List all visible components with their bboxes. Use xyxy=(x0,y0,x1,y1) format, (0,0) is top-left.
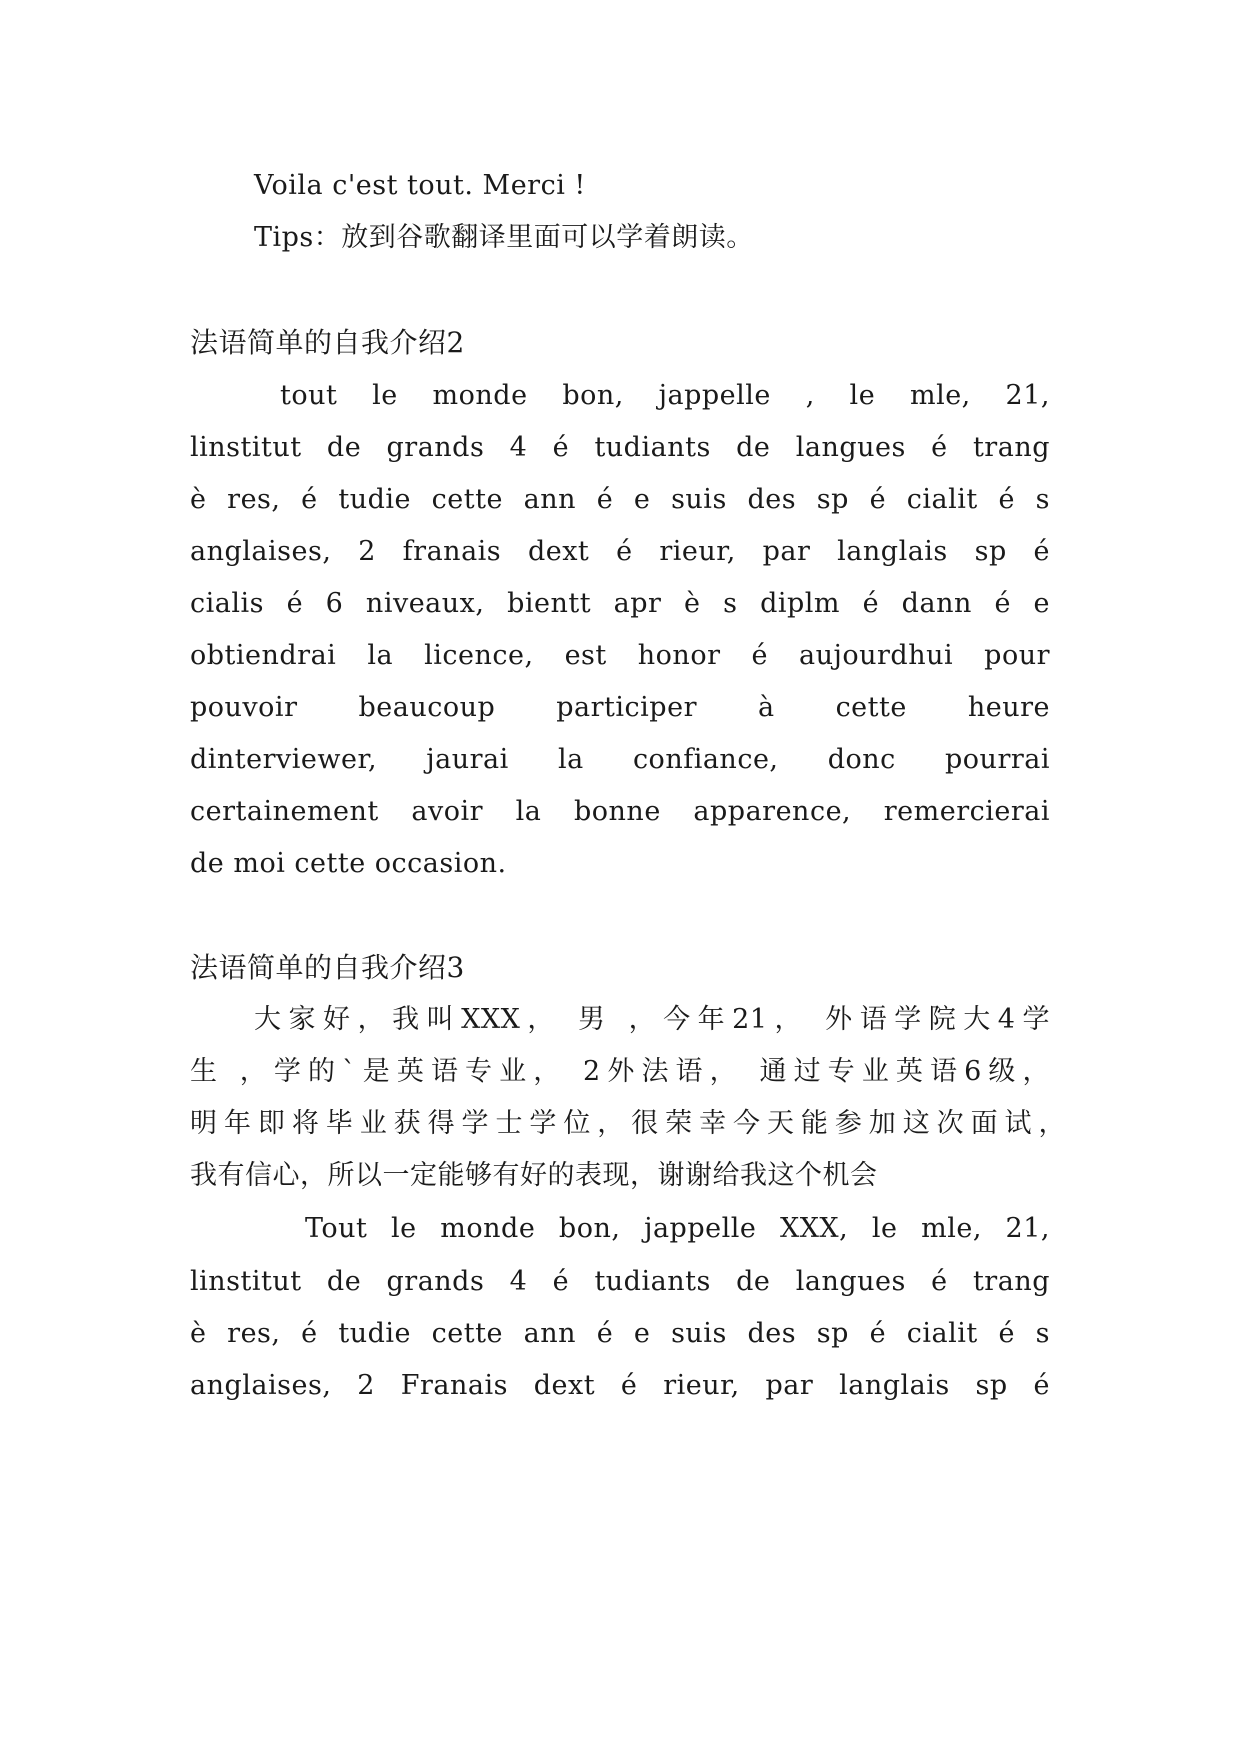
chinese-paragraph-line: 明年即将毕业获得学士学位，很荣幸今天能参加这次面试， xyxy=(190,1108,1066,1139)
french-paragraph-line: è res, é tudie cette ann é e suis des sp é cialit é s xyxy=(190,1318,1050,1349)
paragraph-line: tout le monde bon, jappelle , le mle, 21, xyxy=(280,380,1050,411)
french-paragraph-line: Tout le monde bon, jappelle XXX, le mle, 21, xyxy=(305,1213,1050,1244)
chinese-paragraph-line: 大家好，我叫XXX， 男 ，今年21， 外语学院大4学 xyxy=(254,1004,1050,1035)
tips-line: Tips：放到谷歌翻译里面可以学着朗读。 xyxy=(254,222,754,253)
paragraph-line: obtiendrai la licence, est honor é aujourdhui pour xyxy=(190,640,1050,671)
chinese-paragraph-line: 我有信心，所以一定能够有好的表现，谢谢给我这个机会 xyxy=(190,1160,878,1191)
section3-heading: 法语简单的自我介绍3 xyxy=(190,951,465,984)
section2-heading: 法语简单的自我介绍2 xyxy=(190,326,465,359)
paragraph-line: certainement avoir la bonne apparence, remercierai xyxy=(190,796,1050,827)
paragraph-line: cialis é 6 niveaux, bientt apr è s diplm é dann é e xyxy=(190,588,1050,619)
closing-line: Voila c'est tout. Merci ! xyxy=(254,170,586,201)
paragraph-line: anglaises, 2 franais dext é rieur, par langlais sp é xyxy=(190,536,1050,567)
paragraph-line: dinterviewer, jaurai la confiance, donc pourrai xyxy=(190,744,1050,775)
french-paragraph-line: anglaises, 2 Franais dext é rieur, par langlais sp é xyxy=(190,1370,1050,1401)
paragraph-line: pouvoir beaucoup participer à cette heure xyxy=(190,692,1050,723)
paragraph-line: de moi cette occasion. xyxy=(190,848,507,879)
paragraph-line: linstitut de grands 4 é tudiants de langues é trang xyxy=(190,432,1050,463)
chinese-paragraph-line: 生 ，学的`是英语专业， 2外法语， 通过专业英语6级， xyxy=(190,1056,1050,1087)
paragraph-line: è res, é tudie cette ann é e suis des sp é cialit é s xyxy=(190,484,1050,515)
french-paragraph-line: linstitut de grands 4 é tudiants de langues é trang xyxy=(190,1266,1050,1297)
